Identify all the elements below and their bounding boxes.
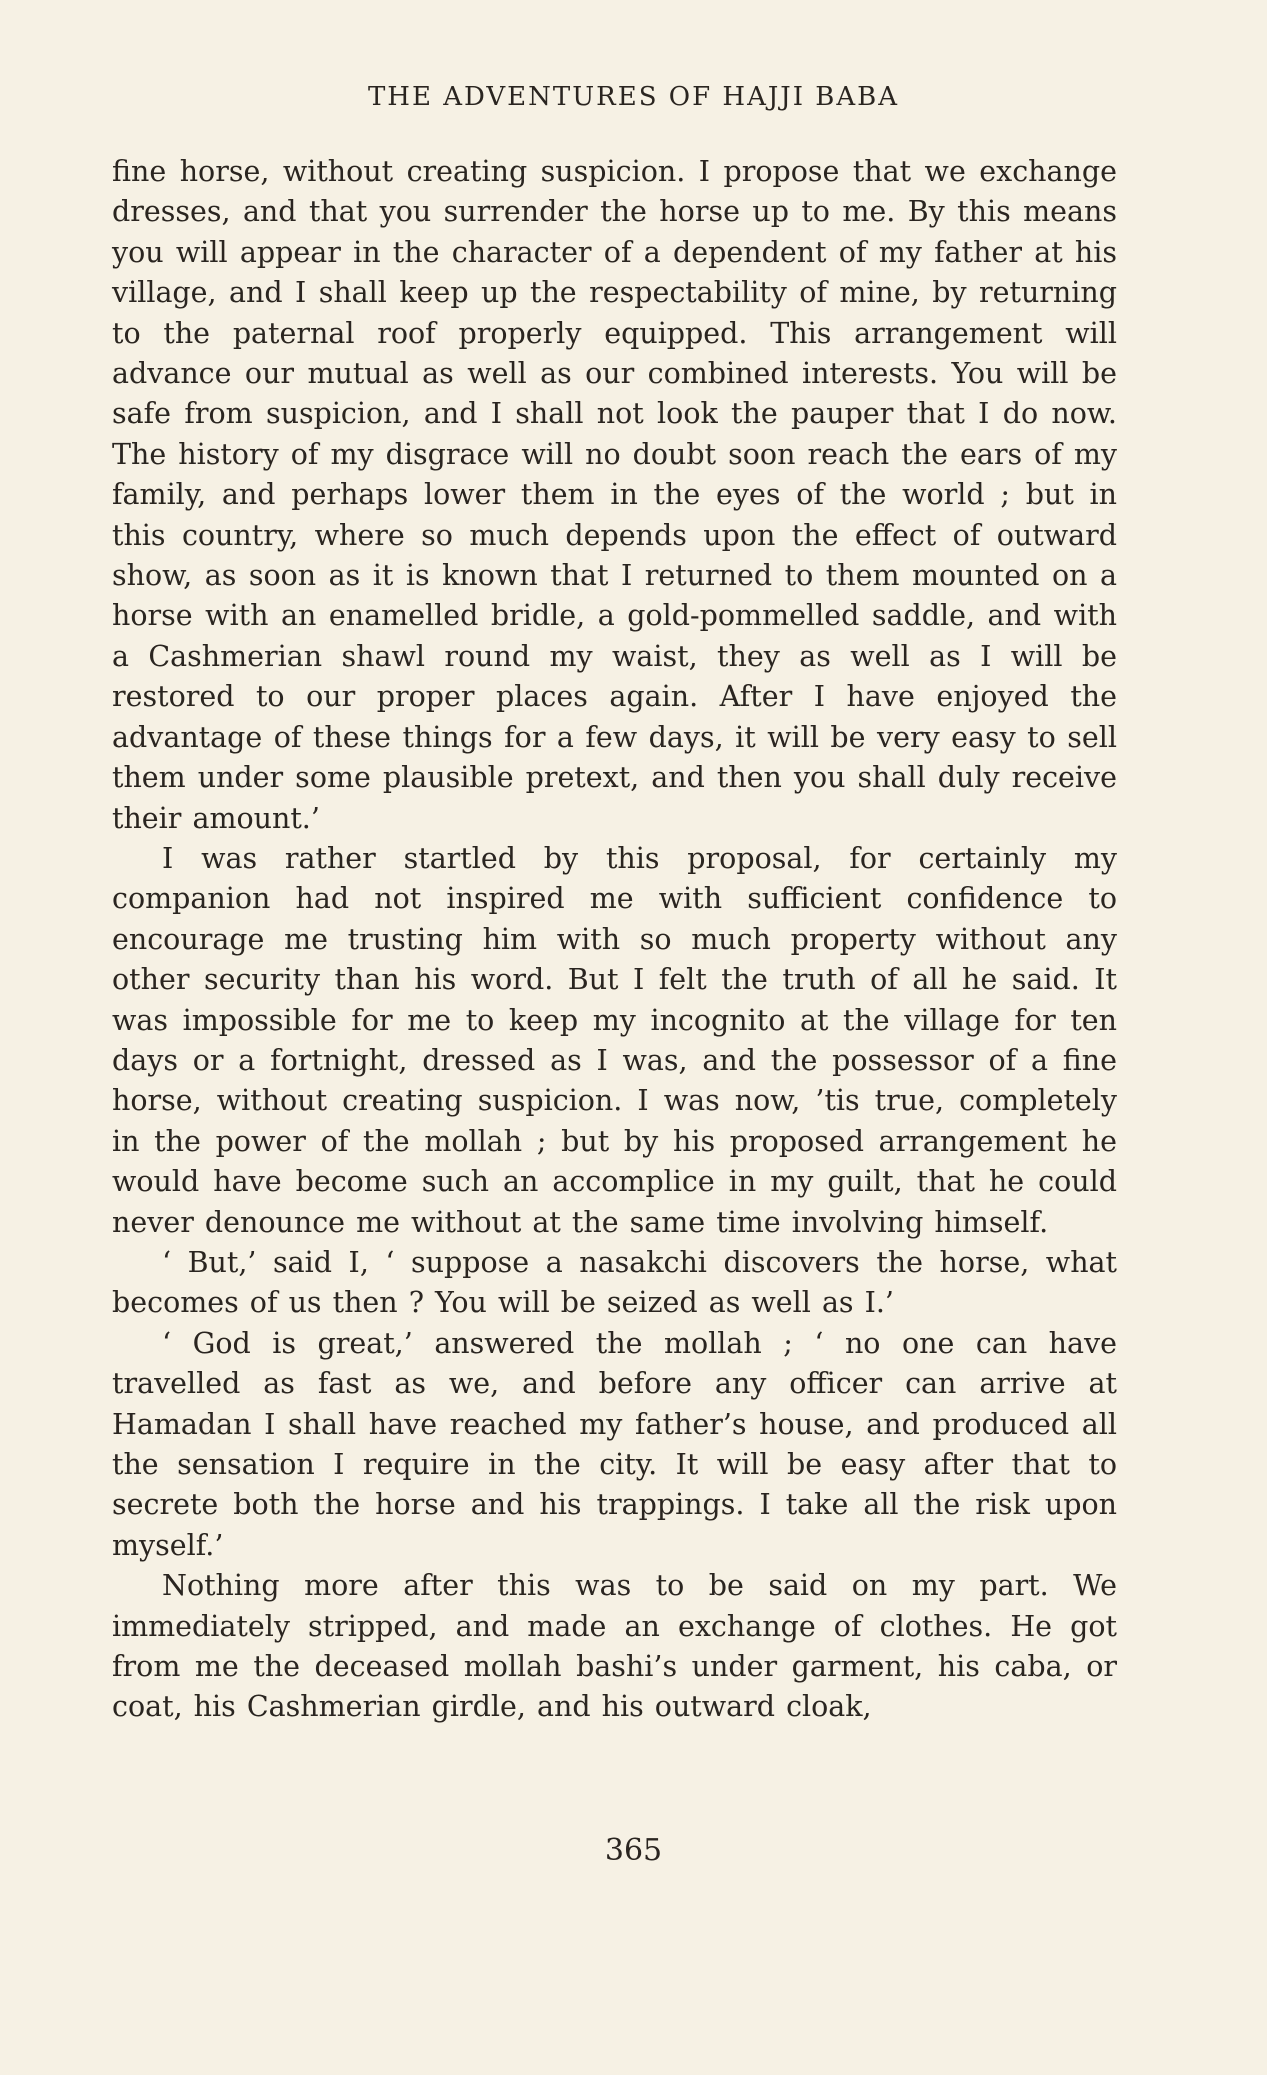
paragraph-1: fine horse, without creating suspicion. I propose that we exchange dresses, and that you surrender the horse up to me. By this means you will appear in the character of a dependent of my father at his village, and I shall keep up the respectability of mine, by returning to the paternal roof properly equipped. This arrangement will advance our mutual as well as our combined interests. You will be safe from suspicion, and I shall not look the pauper that I do now. The history of my disgrace will no doubt soon reach the ears of my family, and perhaps lower them in the eyes of the world ; but in this country, where so much depends upon the effect of outward show, as soon as it is known that I returned to them mounted on a horse with an enamelled bridle, a gold-pommelled saddle, and with a Cashmerian shawl round my waist, they as well as I will be restored to our proper places again. After I have enjoyed the advantage of these things for a few days, it will be very easy to sell them under some plausible pretext, and then you shall duly receive their amount.’ <box>112 155 1117 835</box>
page-number: 365 <box>604 1833 663 1868</box>
paragraph-5: Nothing more after this was to be said on my part. We immediately stripped, and made an exchange of clothes. He got from me the deceased mollah bashi’s under garment, his caba, or coat, his Cashmerian girdle, and his outward cloak, <box>112 1569 1117 1724</box>
paragraph-4: ‘ God is great,’ answered the mollah ; ‘ no one can have travelled as fast as we, and before any officer can arrive at Hamadan I shall have reached my father’s house, and produced all the sensation I require in the city. It will be easy after that to secrete both the horse and his trappings. I take all the risk upon myself.’ <box>112 1326 1117 1562</box>
running-header: THE ADVENTURES OF HAJJI BABA <box>367 82 900 112</box>
paragraph-3: ‘ But,’ said I, ‘ suppose a nasakchi discovers the horse, what becomes of us then ? You will be seized as well as I.’ <box>112 1245 1117 1320</box>
paragraph-2: I was rather startled by this proposal, for certainly my companion had not inspired me with sufficient confidence to encourage me trusting him with so much property without any other security than his word. But I felt the truth of all he said. It was impossible for me to keep my incognito at the village for ten days or a fortnight, dressed as I was, and the possessor of a fine horse, without creating suspicion. I was now, ’tis true, completely in the power of the mollah ; but by his proposed arrangement he would have become such an accomplice in my guilt, that he could never denounce me without at the same time involving himself. <box>112 841 1117 1239</box>
body-text <box>112 152 1117 1728</box>
